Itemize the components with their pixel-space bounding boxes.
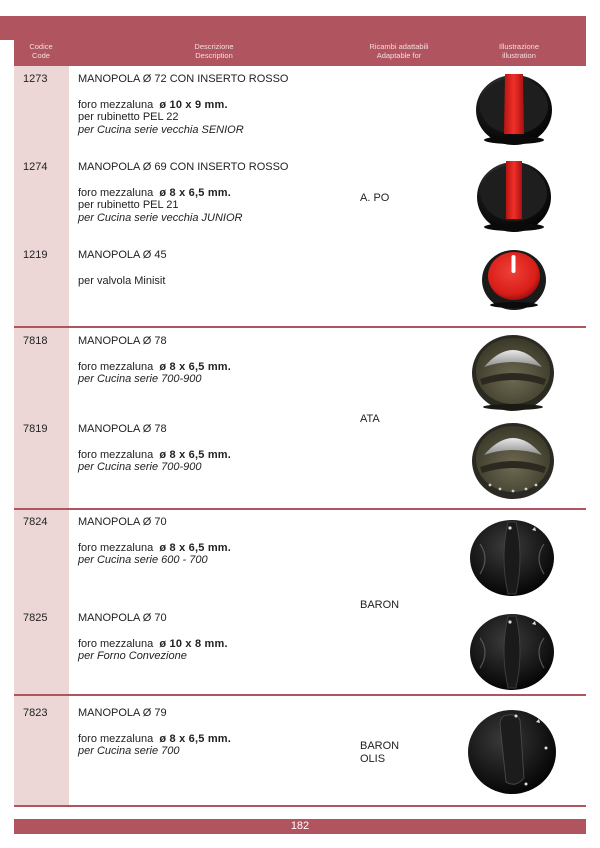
header-desc-it: Descrizione — [194, 42, 234, 51]
product-description — [78, 423, 358, 474]
hole-label: foro mezzaluna — [78, 186, 154, 199]
hole-spec — [78, 99, 358, 112]
hole-size: ø 10 x 8 mm. — [159, 637, 228, 650]
adaptable-brand: ATA — [360, 413, 380, 425]
adaptable-for — [360, 192, 389, 205]
hole-label: foro mezzaluna — [78, 541, 154, 554]
product-description — [78, 707, 358, 758]
product-code: 7824 — [23, 516, 48, 528]
group-separator — [14, 694, 586, 696]
header-desc-en: Description — [195, 51, 233, 60]
hole-label: foro mezzaluna — [78, 360, 154, 373]
hole-spec — [78, 733, 358, 746]
product-note: per Cucina serie 700-900 — [78, 373, 202, 385]
header-illus-it: Illustrazione — [498, 42, 540, 51]
header-description — [124, 42, 304, 60]
product-description — [78, 161, 358, 224]
hole-label: foro mezzaluna — [78, 637, 154, 650]
product-code: 7818 — [23, 335, 48, 347]
product-fitting: per rubinetto PEL 21 — [78, 199, 179, 211]
adaptable-for — [360, 740, 399, 766]
product-note: per Forno Convezione — [78, 650, 187, 662]
product-fitting: per valvola Minisit — [78, 274, 166, 287]
product-description — [78, 612, 358, 663]
knob-7818-image — [470, 333, 556, 413]
page-number: 182 — [14, 819, 586, 834]
product-note: per Cucina serie 700 — [78, 745, 180, 757]
knob-1273-image — [474, 70, 554, 146]
knob-7824-image — [468, 518, 556, 598]
product-code: 1219 — [23, 249, 48, 261]
product-note: per Cucina serie vecchia SENIOR — [78, 123, 244, 136]
product-note: per Cucina serie vecchia JUNIOR — [78, 211, 243, 224]
product-code: 7825 — [23, 612, 48, 624]
hole-size: ø 8 x 6,5 mm. — [159, 360, 232, 373]
product-code: 7819 — [23, 423, 48, 435]
product-description — [78, 516, 358, 567]
adaptable-brand: A. PO — [360, 192, 390, 204]
product-title: MANOPOLA Ø 72 CON INSERTO ROSSO — [78, 73, 289, 85]
product-title: MANOPOLA Ø 70 — [78, 516, 167, 528]
knob-7819-image — [470, 421, 556, 501]
knob-1219-image — [480, 247, 548, 311]
adaptable-brand: BARON — [360, 599, 400, 611]
adaptable-brand: BARON — [360, 740, 400, 752]
group-separator — [14, 508, 586, 510]
hole-label: foro mezzaluna — [78, 448, 154, 461]
header-adapt-en: Adaptable for — [376, 51, 422, 60]
header-code — [18, 42, 64, 60]
hole-label: foro mezzaluna — [78, 98, 154, 111]
product-title: MANOPOLA Ø 79 — [78, 707, 167, 719]
product-fitting: per rubinetto PEL 22 — [78, 111, 179, 123]
hole-size: ø 8 x 6,5 mm. — [159, 448, 232, 461]
product-title: MANOPOLA Ø 69 CON INSERTO ROSSO — [78, 161, 289, 173]
hole-spec — [78, 187, 358, 200]
product-code: 1274 — [23, 161, 48, 173]
product-description — [78, 335, 358, 386]
hole-size: ø 8 x 6,5 mm. — [159, 541, 232, 554]
product-title: MANOPOLA Ø 78 — [78, 335, 167, 347]
product-title: MANOPOLA Ø 70 — [78, 612, 167, 624]
adaptable-brand: OLIS — [360, 753, 386, 765]
product-description — [78, 73, 358, 136]
hole-spec — [78, 542, 358, 555]
group-separator — [14, 326, 586, 328]
header-illus-en: illustration — [502, 51, 536, 60]
hole-spec — [78, 361, 358, 374]
hole-spec — [78, 449, 358, 462]
product-code: 7823 — [23, 707, 48, 719]
hole-size: ø 8 x 6,5 mm. — [159, 186, 232, 199]
product-code: 1273 — [23, 73, 48, 85]
knob-1274-image — [474, 157, 554, 233]
product-title: MANOPOLA Ø 45 — [78, 249, 167, 261]
top-decorative-band — [0, 16, 586, 40]
header-code-en: Code — [32, 51, 50, 60]
hole-size: ø 10 x 9 mm. — [159, 98, 228, 111]
product-description — [78, 249, 358, 287]
header-illustration — [469, 42, 569, 60]
header-adapt-it: Ricambi adattabili — [369, 42, 429, 51]
knob-7823-image — [466, 708, 558, 796]
hole-size: ø 8 x 6,5 mm. — [159, 732, 232, 745]
group-separator — [14, 805, 586, 807]
product-title: MANOPOLA Ø 78 — [78, 423, 167, 435]
adaptable-for — [360, 413, 380, 426]
product-note: per Cucina serie 700-900 — [78, 461, 202, 473]
adaptable-for — [360, 599, 399, 612]
knob-7825-image — [468, 612, 556, 692]
header-code-it: Codice — [29, 42, 53, 51]
hole-label: foro mezzaluna — [78, 732, 154, 745]
table-header — [14, 40, 586, 66]
header-adaptable — [344, 42, 454, 60]
hole-spec — [78, 638, 358, 651]
product-note: per Cucina serie 600 - 700 — [78, 554, 208, 566]
